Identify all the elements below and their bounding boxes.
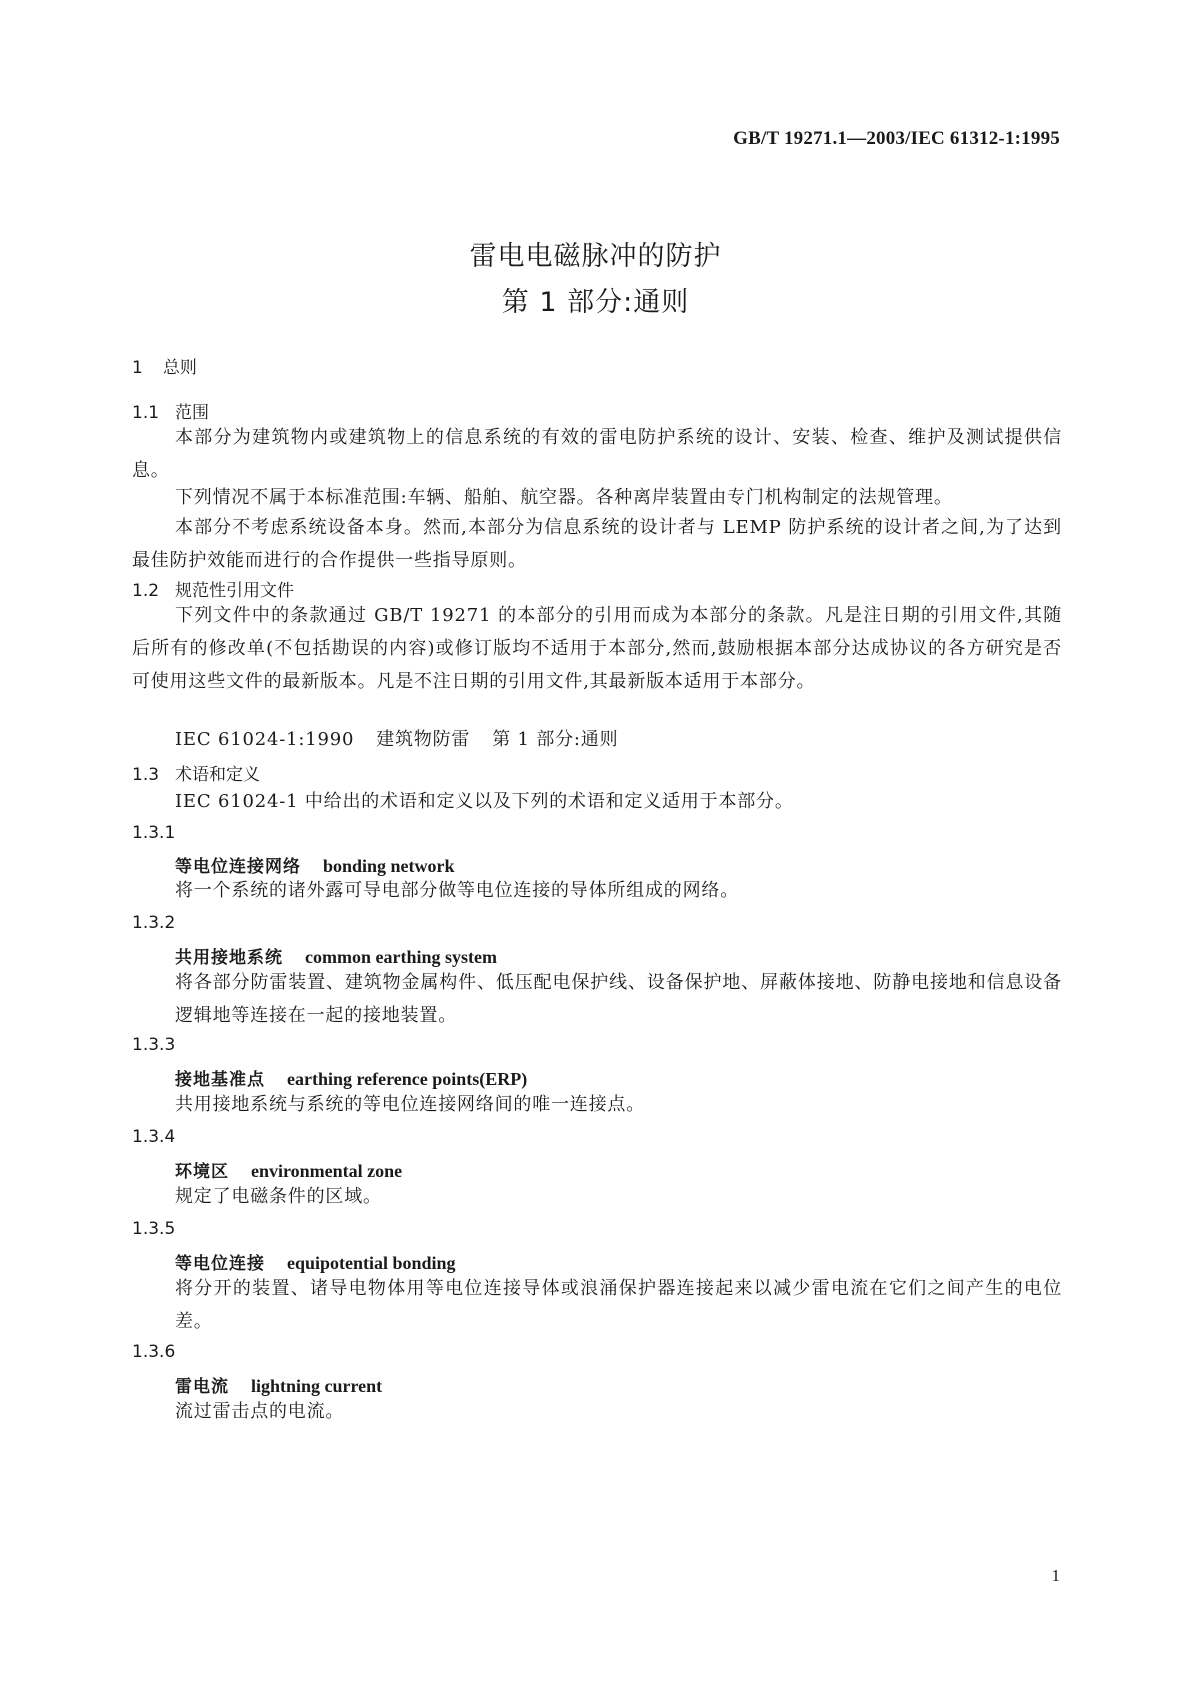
document-subtitle: 第 1 部分:通则	[501, 287, 690, 318]
section-heading-1-2	[132, 576, 294, 601]
term-definition: 规定了电磁条件的区域。	[175, 1186, 382, 1207]
term-zh: 环境区	[175, 1162, 229, 1182]
paragraph-normative-refs: 下列文件中的条款通过 GB/T 19271 的本部分的引用而成为本部分的条款。凡是注日期的引用文件,其随后所有的修改单(不包括勘误的内容)或修订版均不适用于本部分,然而,鼓励根据本部分达成协议的各方研究是否可使用这些文件的最新版本。凡是不注日期的引用文件,其最新版本适用于本部分。	[132, 605, 1062, 692]
term-en: earthing reference points(ERP)	[287, 1069, 528, 1089]
document-title: 雷电电磁脉冲的防护	[469, 241, 722, 272]
term-en: lightning current	[251, 1376, 383, 1396]
section-number: 1.2	[132, 581, 160, 601]
page-number: 1	[1051, 1566, 1060, 1585]
paragraph-scope-3: 本部分不考虑系统设备本身。然而,本部分为信息系统的设计者与 LEMP 防护系统的设计者之间,为了达到最佳防护效能而进行的合作提供一些指导原则。	[132, 517, 1062, 571]
paragraph-terms-intro: IEC 61024-1 中给出的术语和定义以及下列的术语和定义适用于本部分。	[175, 791, 794, 812]
term-en: environmental zone	[251, 1161, 403, 1181]
section-heading-1-1	[132, 398, 209, 423]
reference-code: IEC 61024-1:1990	[175, 729, 355, 750]
term-en: equipotential bonding	[287, 1253, 456, 1273]
paragraph-scope-2: 下列情况不属于本标准范围:车辆、船舶、航空器。各种离岸装置由专门机构制定的法规管理。	[175, 487, 953, 508]
term-en: common earthing system	[305, 947, 497, 967]
term-number: 1.3.2	[132, 913, 176, 933]
term-number: 1.3.6	[132, 1342, 176, 1362]
paragraph-scope-1: 本部分为建筑物内或建筑物上的信息系统的有效的雷电防护系统的设计、安装、检查、维护及测试提供信息。	[132, 427, 1062, 481]
reference-entry	[132, 723, 1062, 756]
section-number: 1.3	[132, 765, 160, 785]
term-zh: 等电位连接网络	[175, 857, 301, 877]
section-number: 1.1	[132, 403, 160, 423]
term-definition: 将各部分防雷装置、建筑物金属构件、低压配电保护线、设备保护地、屏蔽体接地、防静电接地和信息设备逻辑地等连接在一起的接地装置。	[175, 972, 1062, 1026]
term-number: 1.3.1	[132, 823, 176, 843]
term-heading	[175, 1372, 382, 1397]
term-zh: 共用接地系统	[175, 948, 283, 968]
standard-id: GB/T 19271.1—2003/IEC 61312-1:1995	[733, 128, 1060, 149]
term-zh: 雷电流	[175, 1377, 229, 1397]
term-zh: 接地基准点	[175, 1070, 265, 1090]
reference-title: 建筑物防雷	[376, 729, 471, 750]
section-heading-1	[132, 353, 197, 378]
term-definition: 流过雷击点的电流。	[175, 1401, 345, 1422]
section-label: 范围	[175, 403, 210, 423]
section-label: 术语和定义	[175, 765, 261, 785]
section-number: 1	[132, 358, 143, 378]
term-definition: 共用接地系统与系统的等电位连接网络间的唯一连接点。	[175, 1094, 645, 1115]
term-heading	[175, 943, 497, 968]
term-number: 1.3.3	[132, 1035, 176, 1055]
term-zh: 等电位连接	[175, 1254, 265, 1274]
term-heading	[175, 1249, 456, 1274]
section-heading-1-3	[132, 760, 260, 785]
reference-part: 第 1 部分:通则	[492, 729, 619, 750]
term-number: 1.3.5	[132, 1219, 176, 1239]
term-heading	[175, 1065, 527, 1090]
section-label: 总则	[162, 358, 197, 378]
term-definition: 将一个系统的诸外露可导电部分做等电位连接的导体所组成的网络。	[175, 880, 739, 901]
term-heading	[175, 1157, 402, 1182]
term-definition: 将分开的装置、诸导电物体用等电位连接导体或浪涌保护器连接起来以减少雷电流在它们之间产生的电位差。	[175, 1278, 1062, 1332]
term-number: 1.3.4	[132, 1127, 176, 1147]
section-label: 规范性引用文件	[175, 581, 295, 601]
term-en: bonding network	[323, 856, 455, 876]
